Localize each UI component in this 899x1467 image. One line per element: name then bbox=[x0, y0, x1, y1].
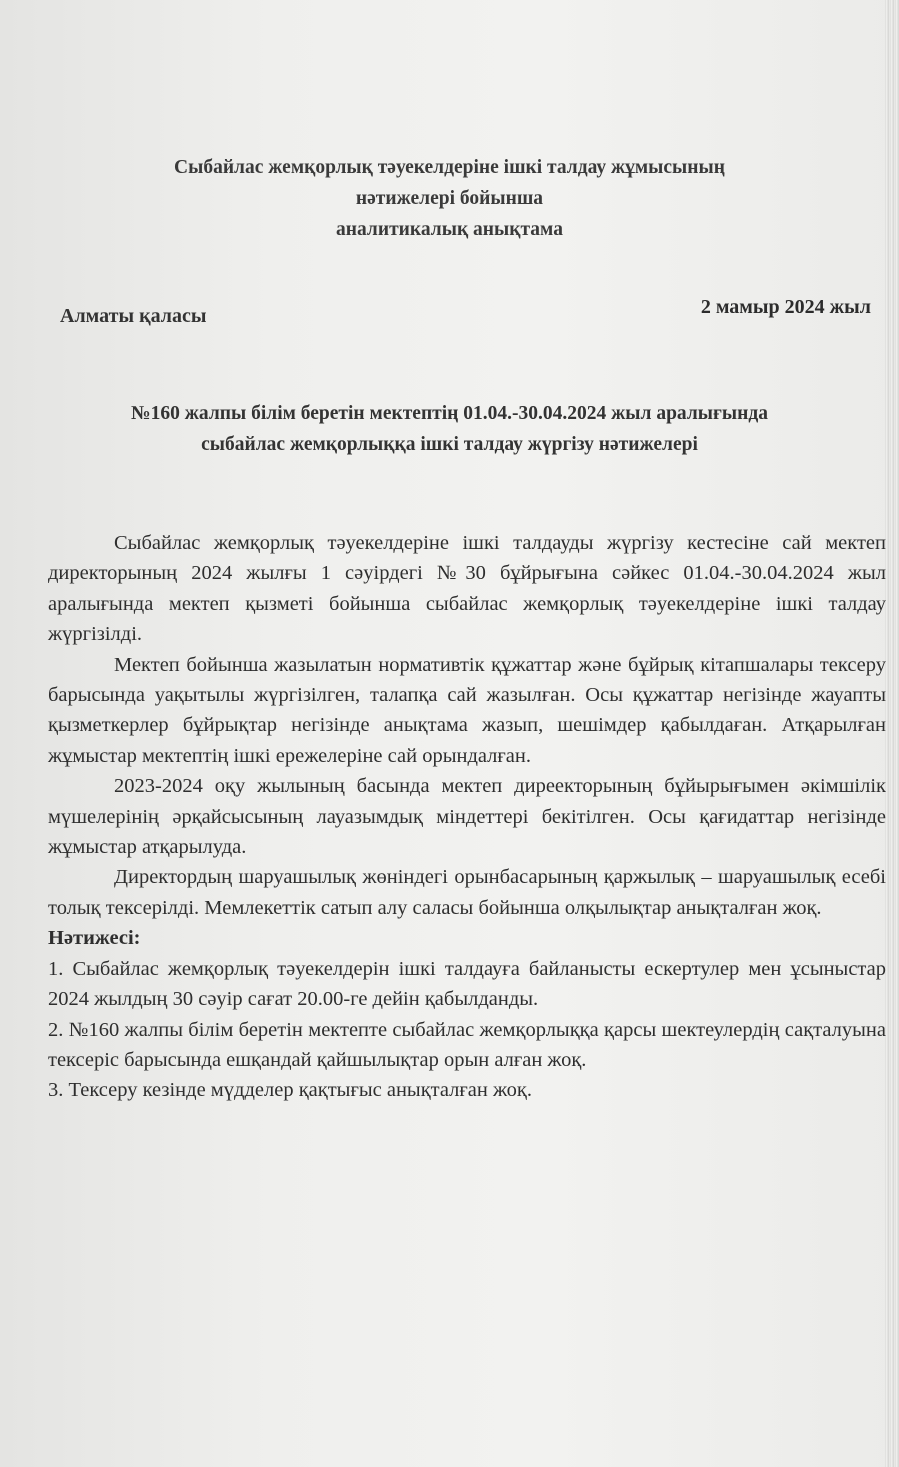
title-line-2: нәтижелері бойынша bbox=[355, 188, 544, 209]
paragraph-2: Мектеп бойынша жазылатын нормативтік құжаттар және бұйрық кітапшалары тексеру барысында уақытылы жүргізілген, талапқа сай жазылған. Осы құжаттар негізінде жауапты қызметкерлер бұйрықтар негізінде анықтама жазып, шешімдер қабылдаған. Атқарылған жұмыстар мектептің ішкі ережелеріне сай орындалған. bbox=[48, 653, 886, 767]
document-title bbox=[0, 152, 899, 245]
subtitle-line-1: №160 жалпы білім беретін мектептің 01.04.-30.04.2024 жыл аралығында bbox=[131, 403, 768, 424]
subtitle-line-2: сыбайлас жемқорлыққа ішкі талдау жүргізу нәтижелері bbox=[201, 434, 698, 455]
title-line-3: аналитикалық анықтама bbox=[336, 219, 563, 240]
result-item-2: 2. №160 жалпы білім беретін мектепте сыбайлас жемқорлыққа қарсы шектеулердің сақталуына тексеріс барысында ешқандай қайшылықтар орын алған жоқ. bbox=[48, 1018, 886, 1071]
paragraph-1: Сыбайлас жемқорлық тәуекелдеріне ішкі талдауды жүргізу кестесіне сай мектеп директорының 2024 жылғы 1 сәуірдегі №30 бұйрығына сәйкес 01.04.-30.04.2024 жыл аралығында мектеп қызметі бойынша сыбайлас жемқорлық тәуекелдеріне ішкі талдау жүргізілді. bbox=[48, 532, 886, 646]
document-date: 2 мамыр 2024 жыл bbox=[700, 296, 871, 318]
paragraph-4: Директордың шаруашылық жөніндегі орынбасарының қаржылық – шаруашылық есебі толық тексерілді. Мемлекеттік сатып алу саласы бойынша олқылықтар анықталған жоқ. bbox=[48, 866, 886, 919]
paragraph-3: 2023-2024 оқу жылының басында мектеп диреекторының бұйырығымен әкімшілік мүшелерінің әрқайсысының лауазымдық міндеттері бекітілген. Осы қағидаттар негізінде жұмыстар атқарылуда. bbox=[48, 775, 886, 859]
results-heading: Нәтижесі: bbox=[48, 927, 141, 950]
result-item-1: 1. Сыбайлас жемқорлық тәуекелдерін ішкі талдауға байланысты ескертулер мен ұсыныстар 2024 жылдың 30 сәуір сағат 20.00-ге дейін қабылданды. bbox=[48, 957, 886, 1011]
document-subtitle bbox=[0, 398, 899, 460]
city-label: Алматы қаласы bbox=[60, 305, 207, 327]
result-item-3: 3. Тексеру кезінде мүдделер қақтығыс анықталған жоқ. bbox=[48, 1079, 532, 1102]
title-line-1: Сыбайлас жемқорлық тәуекелдеріне ішкі талдау жұмысының bbox=[174, 157, 725, 178]
document-body bbox=[48, 528, 886, 1106]
